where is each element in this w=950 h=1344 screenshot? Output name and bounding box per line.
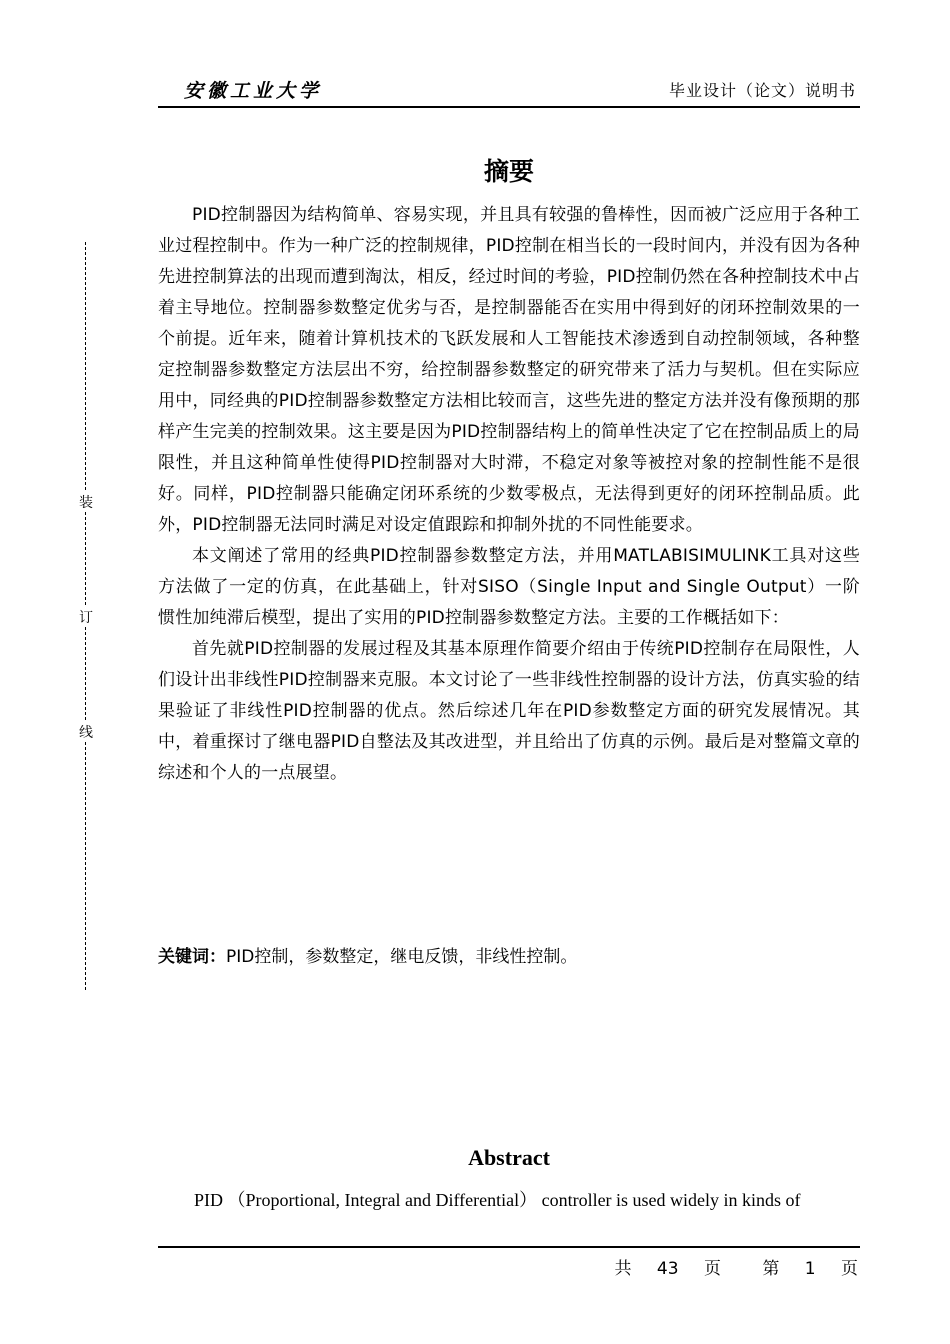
page-counter bbox=[609, 1254, 859, 1279]
page-suffix: 页 bbox=[841, 1259, 858, 1279]
university-name: 安徽工业大学 bbox=[184, 80, 323, 102]
keywords-label: 关键词： bbox=[158, 947, 226, 967]
total-pages: 43 bbox=[656, 1259, 679, 1279]
abstract-cn-body bbox=[158, 200, 860, 789]
abstract-en-first-line: PID （Proportional, Integral and Differential） controller is used widely in kinds of bbox=[194, 1190, 801, 1210]
abstract-paragraph-2: 本文阐述了常用的经典PID控制器参数整定方法，并用MATLABISIMULINK工具对这些方法做了一定的仿真，在此基础上，针对SISO（Single Input and Single Output）一阶惯性加纯滞后模型，提出了实用的PID控制器参数整定方法。主要的工作概括如下： bbox=[158, 546, 860, 628]
total-suffix: 页 bbox=[703, 1259, 721, 1279]
abstract-en-title: Abstract bbox=[468, 1145, 550, 1170]
abstract-paragraph-3: 首先就PID控制器的发展过程及其基本原理作简要介绍由于传统PID控制存在局限性，人们设计出非线性PID控制器来克服。本文讨论了一些非线性控制器的设计方法，仿真实验的结果验证了非线性PID控制器的优点。然后综述几年在PID参数整定方面的研究发展情况。其中，着重探讨了继电器PID自整法及其改进型，并且给出了仿真的示例。最后是对整篇文章的综述和个人的一点展望。 bbox=[158, 639, 860, 783]
abstract-paragraph-1: PID控制器因为结构简单、容易实现，并且具有较强的鲁棒性，因而被广泛应用于各种工业过程控制中。作为一种广泛的控制规律，PID控制在相当长的一段时间内，并没有因为各种先进控制算法的出现而遭到淘汰，相反，经过时间的考验，PID控制仍然在各种控制技术中占着主导地位。控制器参数整定优劣与否，是控制器能否在实用中得到好的闭环控制效果的一个前提。近年来，随着计算机技术的飞跃发展和人工智能技术渗透到自动控制领域，各种整定控制器参数整定方法层出不穷，给控制器参数整定的研究带来了活力与契机。但在实际应用中，同经典的PID控制器参数整定方法相比较而言，这些先进的整定方法并没有像预期的那样产生完美的控制效果。这主要是因为PID控制器结构上的简单性决定了它在控制品质上的局限性，并且这种简单性使得PID控制器对大时滞，不稳定对象等被控对象的控制性能不是很好。同样，PID控制器只能确定闭环系统的少数零极点，无法得到更好的闭环控制品质。此外，PID控制器无法同时满足对设定值跟踪和抑制外扰的不同性能要求。 bbox=[158, 205, 860, 535]
binding-line bbox=[76, 242, 96, 990]
page-title: 摘要 bbox=[483, 157, 534, 186]
page-prefix: 第 bbox=[762, 1259, 780, 1279]
page-footer bbox=[158, 1246, 860, 1279]
keywords bbox=[158, 942, 860, 973]
binding-mark-ding: 订 bbox=[76, 607, 96, 627]
binding-mark-zhuang: 装 bbox=[76, 492, 96, 512]
binding-mark-xian: 线 bbox=[76, 722, 96, 742]
total-prefix: 共 bbox=[614, 1259, 632, 1279]
page-number: 1 bbox=[804, 1259, 816, 1279]
page-header bbox=[158, 70, 860, 108]
keywords-text: PID控制，参数整定，继电反馈，非线性控制。 bbox=[226, 947, 578, 967]
document-type: 毕业设计（论文）说明书 bbox=[668, 81, 856, 100]
